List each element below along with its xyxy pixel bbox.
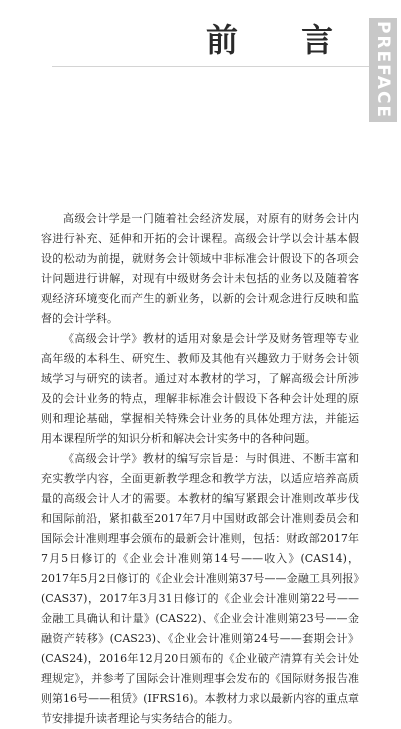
paragraph-1: 高级会计学是一门随着社会经济发展，对原有的财务会计内容进行补充、延伸和开拓的会计课程。高级会计学以会计基本假设的松动为前提，就财务会计领域中非标准会计假设下的各项会计问题进行讲解，对现有中级财务会计未包括的业务以及随着客观经济环境变化而产生的新业务，以新的会计观念进行反映和监督的会计学科。	[41, 212, 359, 325]
header-rule	[52, 66, 369, 67]
page-title: 前 言	[206, 21, 360, 59]
preface-side-label: PREFACE	[373, 20, 393, 120]
paragraph-2: 《高级会计学》教材的适用对象是会计学及财务管理等专业高年级的本科生、研究生、教师及其他有兴趣致力于财务会计领域学习与研究的读者。通过对本教材的学习，了解高级会计所涉及的会计业务的特点，理解非标准会计假设下各种会计处理的原则和理论基础，掌握相关特殊会计业务的具体处理方法，并能运用本课程所学的知识分析和解决会计实务中的各种问题。	[41, 332, 359, 445]
paragraph-3: 《高级会计学》教材的编写宗旨是：与时俱进、不断丰富和充实教学内容，全面更新教学理念和教学方法，以适应培养高质量的高级会计人才的需要。本教材的编写紧跟会计准则改革步伐和国际前沿，紧扣截至2017年7月中国财政部会计准则委员会和国际会计准则理事会颁布的最新会计准则，包括：财政部2017年7月5日修订的《企业会计准则第14号——收入》(CAS14)，2017年5月2日修订的《企业会计准则第37号——金融工具列报》(CAS37)，2017年3月31日修订的《企业会计准则第22号——金融工具确认和计量》(CAS22)、《企业会计准则第23号——金融资产转移》(CAS23)、《企业会计准则第24号——套期会计》(CAS24)，2016年12月20日颁布的《企业破产清算有关会计处理规定》，并参考了国际会计准则理事会发布的《国际财务报告准则第16号——租赁》(IFRS16)。本教材力求以最新内容的重点章节安排提升读者理论与实务结合的能力。	[41, 452, 359, 725]
preface-body	[41, 209, 359, 729]
